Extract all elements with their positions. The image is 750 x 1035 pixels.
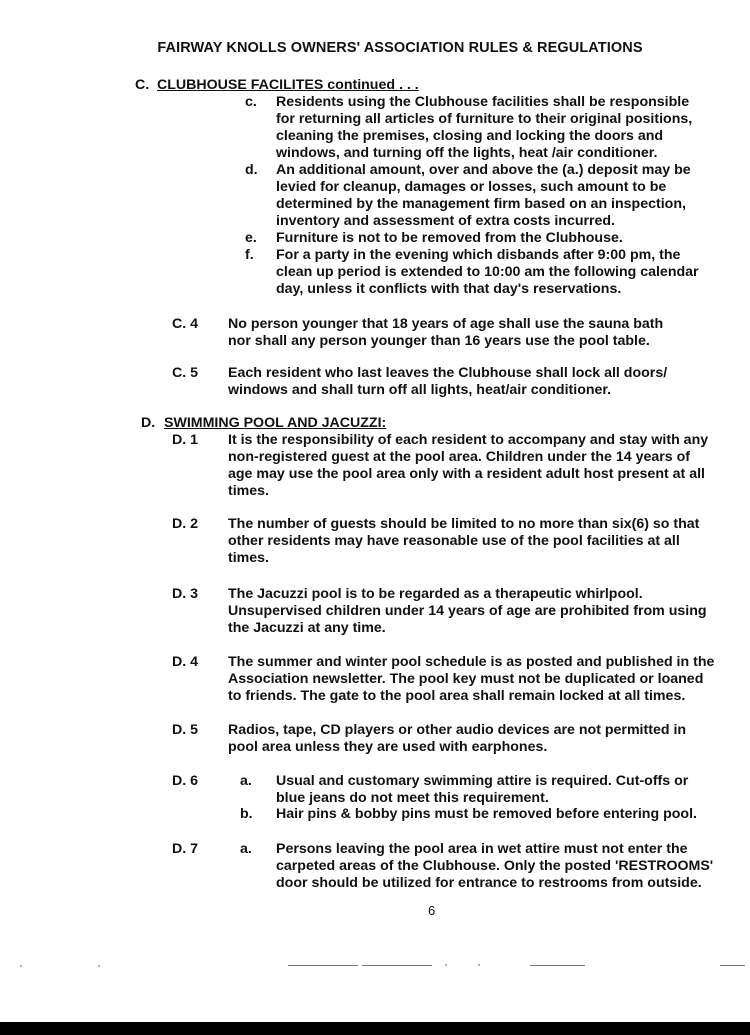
rule-line: other residents may have reasonable use of the pool facilities at all [228,533,680,549]
item-line: determined by the management firm based on an inspection, [276,196,686,212]
item-letter: e. [245,230,257,246]
section-d-heading: SWIMMING POOL AND JACUZZI: [164,415,387,431]
item-line: cleaning the premises, closing and locking the doors and [276,128,664,144]
item-letter: a. [240,773,252,789]
item-line: inventory and assessment of extra costs incurred. [276,213,616,229]
scan-artifact-line [530,965,585,966]
rule-number: D. 7 [172,841,199,857]
item-line: for returning all articles of furniture to their original positions, [276,111,693,127]
rule-line: Each resident who last leaves the Clubhouse shall lock all doors/ [228,365,668,381]
item-letter: d. [245,162,258,178]
rule-line: nor shall any person younger than 16 years use the pool table. [228,333,650,349]
scan-speck [98,965,100,967]
rule-line: the Jacuzzi at any time. [228,620,386,636]
item-line: carpeted areas of the Clubhouse. Only the posted 'RESTROOMS' [276,858,714,874]
item-letter: c. [245,94,257,110]
rule-number: D. 1 [172,432,199,448]
document-title: FAIRWAY KNOLLS OWNERS' ASSOCIATION RULES & REGULATIONS [157,40,643,56]
scan-bottom-border [0,1022,750,1035]
rule-line: age may use the pool area only with a resident adult host present at all [228,466,705,482]
scan-speck [478,964,480,966]
scan-artifact-line [720,965,745,966]
section-c-prefix: C. [135,77,150,93]
rule-line: The Jacuzzi pool is to be regarded as a therapeutic whirlpool. [228,586,643,602]
rule-line: windows and shall turn off all lights, heat/air conditioner. [228,382,612,398]
rule-line: non-registered guest at the pool area. Children under the 14 years of [228,449,690,465]
rule-number: D. 6 [172,773,199,789]
section-d-prefix: D. [141,415,156,431]
scan-speck [20,965,22,967]
item-letter: b. [240,806,253,822]
rule-number: C. 4 [172,316,199,332]
rule-line: Radios, tape, CD players or other audio devices are not permitted in [228,722,687,738]
rule-number: D. 2 [172,516,199,532]
scan-artifact-line [288,965,358,966]
item-line: windows, and turning off the lights, heat /air conditioner. [276,145,658,161]
item-line: For a party in the evening which disbands after 9:00 pm, the [276,247,681,263]
item-line: Furniture is not to be removed from the Clubhouse. [276,230,623,246]
rule-line: Unsupervised children under 14 years of age are prohibited from using [228,603,707,619]
item-letter: a. [240,841,252,857]
scan-speck [445,964,447,966]
item-line: day, unless it conflicts with that day's reservations. [276,281,622,297]
item-line: Usual and customary swimming attire is required. Cut-offs or [276,773,689,789]
section-c-heading: CLUBHOUSE FACILITES continued . . . [157,77,419,93]
scan-artifact-line [362,965,432,966]
rule-line: times. [228,483,270,499]
rule-line: to friends. The gate to the pool area shall remain locked at all times. [228,688,686,704]
rule-number: D. 3 [172,586,199,602]
item-line: door should be utilized for entrance to restrooms from outside. [276,875,702,891]
rule-number: C. 5 [172,365,199,381]
rule-line: The number of guests should be limited to no more than six(6) so that [228,516,700,532]
rule-line: pool area unless they are used with earphones. [228,739,548,755]
item-line: clean up period is extended to 10:00 am the following calendar [276,264,699,280]
item-line: levied for cleanup, damages or losses, such amount to be [276,179,667,195]
rule-number: D. 5 [172,722,199,738]
item-line: Persons leaving the pool area in wet attire must not enter the [276,841,688,857]
item-line: Hair pins & bobby pins must be removed before entering pool. [276,806,697,822]
rule-line: The summer and winter pool schedule is as posted and published in the [228,654,715,670]
item-line: An additional amount, over and above the (a.) deposit may be [276,162,691,178]
item-line: blue jeans do not meet this requirement. [276,790,549,806]
rule-line: No person younger that 18 years of age shall use the sauna bath [228,316,664,332]
rule-number: D. 4 [172,654,199,670]
item-line: Residents using the Clubhouse facilities shall be responsible [276,94,690,110]
page-number: 6 [428,903,436,918]
rule-line: times. [228,550,270,566]
item-letter: f. [245,247,254,263]
rule-line: It is the responsibility of each resident to accompany and stay with any [228,432,709,448]
rule-line: Association newsletter. The pool key must not be duplicated or loaned [228,671,704,687]
